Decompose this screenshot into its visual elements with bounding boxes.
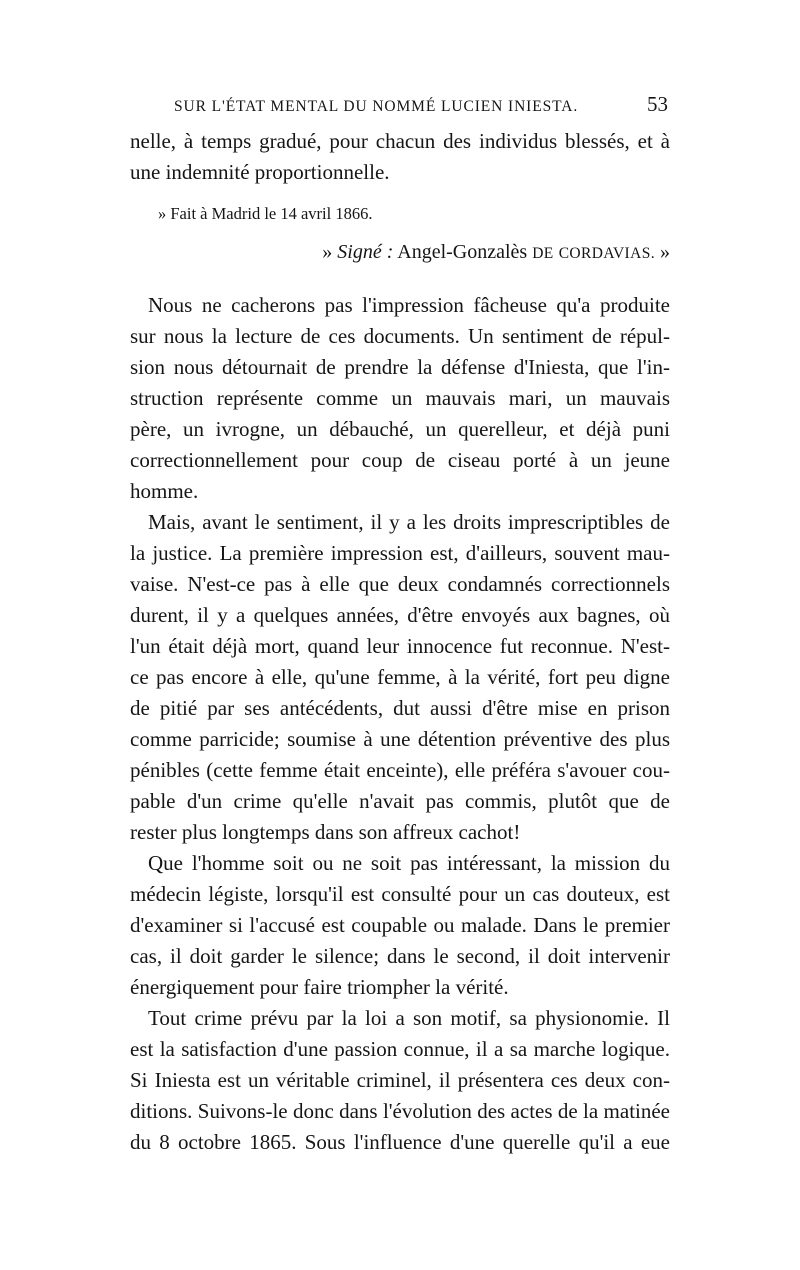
text-line: Mais, avant le sentiment, il y a les droits imprescriptibles de: [148, 510, 670, 534]
text-line: rester plus longtemps dans son affreux cachot!: [130, 820, 521, 844]
text-line: homme.: [130, 479, 199, 503]
paragraph: [130, 290, 670, 507]
signature-close-quote: »: [655, 241, 670, 263]
text-line: du 8 octobre 1865. Sous l'influence d'une querelle qu'il a eue: [130, 1130, 670, 1154]
signature-given-name: Angel-Gonzalès: [393, 241, 533, 263]
text-line: une indemnité proportionnelle.: [130, 160, 390, 184]
text-line: ce pas encore à elle, qu'une femme, à la vérité, fort peu digne: [130, 665, 670, 689]
text-line: énergiquement pour faire triompher la vérité.: [130, 975, 509, 999]
text-line: Si Iniesta est un véritable criminel, il présentera ces deux con-: [130, 1068, 670, 1092]
text-line: nelle, à temps gradué, pour chacun des individus blessés, et à: [130, 129, 670, 153]
text-line: vaise. N'est-ce pas à elle que deux condamnés correctionnels: [130, 572, 670, 596]
text-line: sion nous détournait de prendre la défense d'Iniesta, que l'in-: [130, 355, 670, 379]
signature-signe: Signé :: [337, 241, 394, 263]
text-line: médecin légiste, lorsqu'il est consulté pour un cas douteux, est: [130, 882, 670, 906]
text-line: est la satisfaction d'une passion connue, il a sa marche logique.: [130, 1037, 670, 1061]
paragraph: [130, 1003, 670, 1158]
running-title: SUR L'ÉTAT MENTAL DU NOMMÉ LUCIEN INIESTA.: [174, 98, 579, 115]
opening-lines: [130, 126, 670, 188]
text-line: Que l'homme soit ou ne soit pas intéressant, la mission du: [148, 851, 670, 875]
text-line: sur nous la lecture de ces documents. Un sentiment de répul-: [130, 324, 670, 348]
text-line: struction représente comme un mauvais mari, un mauvais: [130, 386, 670, 410]
running-header: [130, 92, 670, 126]
text-line: l'un était déjà mort, quand leur innocence fut reconnue. N'est-: [130, 634, 670, 658]
signature-open-quote: »: [322, 241, 338, 263]
text-line: pable d'un crime qu'elle n'avait pas commis, plutôt que de: [130, 789, 670, 813]
text-line: ditions. Suivons-le donc dans l'évolution des actes de la matinée: [130, 1099, 670, 1123]
paragraph: [130, 848, 670, 1003]
text-line: d'examiner si l'accusé est coupable ou malade. Dans le premier: [130, 913, 670, 937]
page-number: 53: [647, 92, 668, 116]
text-line: de pitié par ses antécédents, dut aussi d'être mise en prison: [130, 696, 670, 720]
book-page: [130, 92, 670, 1158]
text-line: pénibles (cette femme était enceinte), elle préféra s'avouer cou-: [130, 758, 670, 782]
text-line: durent, il y a quelques années, d'être envoyés aux bagnes, où: [130, 603, 670, 627]
text-line: correctionnellement pour coup de ciseau porté à un jeune: [130, 448, 670, 472]
text-line: cas, il doit garder le silence; dans le second, il doit intervenir: [130, 944, 670, 968]
text-line: comme parricide; soumise à une détention préventive des plus: [130, 727, 670, 751]
signoff-line: » Fait à Madrid le 14 avril 1866.: [158, 204, 373, 223]
signature-line: [130, 238, 670, 268]
text-line: la justice. La première impression est, d'ailleurs, souvent mau-: [130, 541, 670, 565]
signature-surname: CORDAVIAS.: [558, 245, 655, 262]
text-line: père, un ivrogne, un débauché, un querelleur, et déjà puni: [130, 417, 670, 441]
paragraph: [130, 507, 670, 848]
text-line: Tout crime prévu par la loi a son motif, sa physionomie. Il: [148, 1006, 670, 1030]
text-line: Nous ne cacherons pas l'impression fâcheuse qu'a produite: [148, 293, 670, 317]
body-text: [130, 290, 670, 1158]
signature-particle: DE: [532, 245, 554, 262]
